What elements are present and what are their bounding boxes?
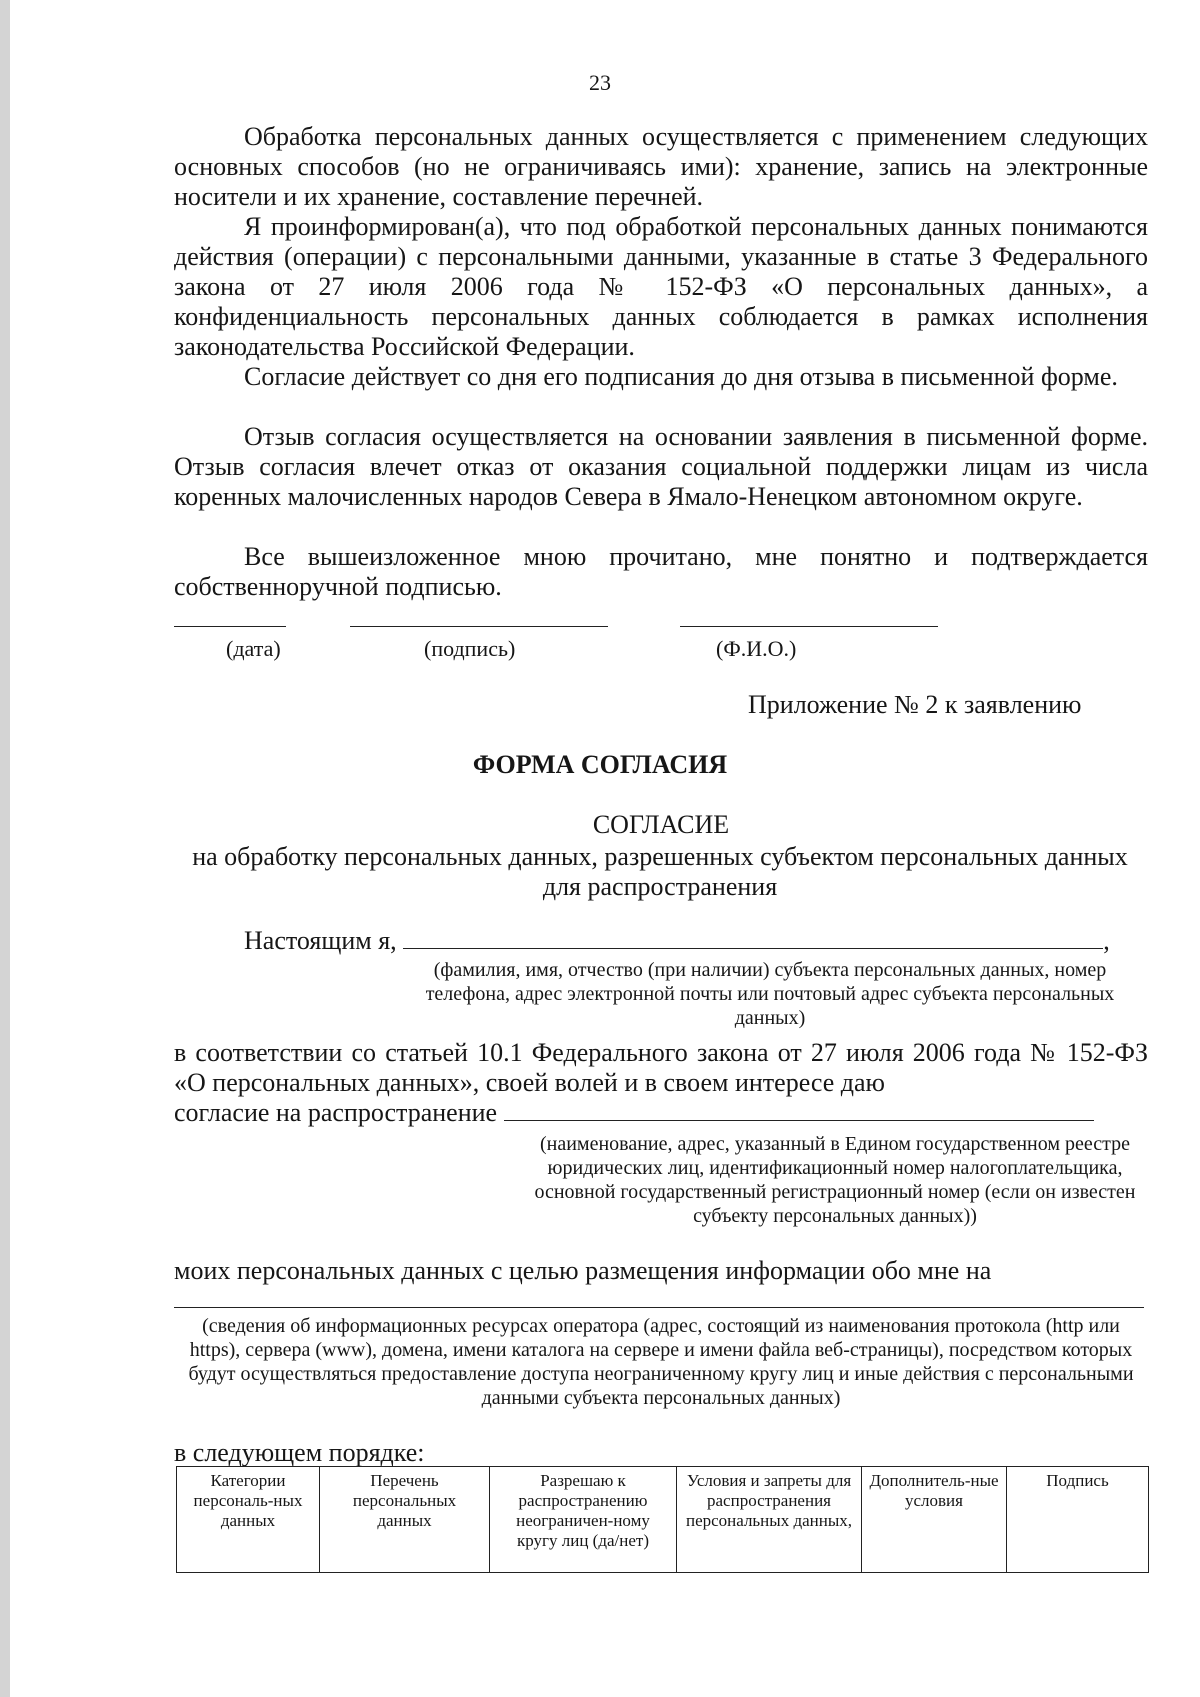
paragraph-processing-methods xyxy=(174,122,1148,212)
table-header-row xyxy=(177,1467,1149,1573)
paragraph-confirmation xyxy=(174,542,1148,602)
consent-subheading: на обработку персональных данных, разрешенных субъектом персональных данных для распространения xyxy=(192,842,1128,901)
date-label: (дата) xyxy=(226,636,281,661)
name-label: (Ф.И.О.) xyxy=(716,636,797,661)
resources-note: (сведения об информационных ресурсах оператора (адрес, состоящий из наименования протокола (http или https), сервера (www), домена, имени каталога на сервере и имени файла веб-страницы), посредством которых будут осуществляться предоставление доступа неограниченному кругу лиц и иные действия с персональными данными субъекта персональных данных) xyxy=(188,1315,1134,1409)
paragraph-text: Все вышеизложенное мною прочитано, мне понятно и подтверждается собственноручной подписью. xyxy=(174,542,1148,601)
paragraph-validity xyxy=(174,362,1148,392)
header-conditions: Условия и запреты для распространения персональных данных, xyxy=(677,1467,862,1573)
body-last-text: согласие на распространение xyxy=(174,1098,498,1127)
purpose-text: моих персональных данных с целью размещения информации обо мне на xyxy=(174,1256,992,1285)
page-number: 23 xyxy=(589,70,611,95)
consent-heading: СОГЛАСИЕ xyxy=(592,810,730,839)
subject-note: (фамилия, имя, отчество (при наличии) субъекта персональных данных, номер телефона, адрес электронной почты или почтовый адрес субъекта персональных данных) xyxy=(425,959,1115,1029)
subject-name-field[interactable] xyxy=(403,926,1103,949)
header-categories: Категории персональ-ных данных xyxy=(177,1467,320,1573)
paragraph-withdrawal xyxy=(174,422,1148,512)
name-line xyxy=(680,626,938,627)
paragraph-text: Отзыв согласия осуществляется на основании заявления в письменной форме. Отзыв согласия влечет отказ от оказания социальной поддержки лицам из числа коренных малочисленных народов Севера в Ямало-Ненецком автономном округе. xyxy=(174,422,1148,511)
paragraph-informed xyxy=(174,212,1148,362)
intro-comma: , xyxy=(1103,926,1110,955)
signature-line xyxy=(350,626,608,627)
resources-field[interactable] xyxy=(174,1307,1144,1308)
consent-table xyxy=(176,1466,1149,1573)
appendix-reference: Приложение № 2 к заявлению xyxy=(748,690,1082,719)
order-text: в следующем порядке: xyxy=(174,1438,425,1467)
paragraph-text: Я проинформирован(а), что под обработкой персональных данных понимаются действия (операции) с персональными данными, указанные в статье 3 Федерального закона от 27 июля 2006 года № 152-ФЗ «О персональных данных», а конфиденциальность персональных данных соблюдается в рамках исполнения законодательства Российской Федерации. xyxy=(174,212,1148,361)
header-signature: Подпись xyxy=(1007,1467,1149,1573)
paragraph-text: Согласие действует со дня его подписания до дня отзыва в письменной форме. xyxy=(244,362,1118,391)
form-title: ФОРМА СОГЛАСИЯ xyxy=(472,750,728,779)
signature-label: (подпись) xyxy=(424,636,516,661)
consent-body: в соответствии со статьей 10.1 Федерального закона от 27 июля 2006 года № 152-ФЗ «О персональных данных», своей волей и в своем интересе даю xyxy=(174,1038,1148,1097)
header-additional: Дополнитель-ные условия xyxy=(862,1467,1007,1573)
date-line xyxy=(174,626,286,627)
header-permission: Разрешаю к распространению неограничен-ному кругу лиц (да/нет) xyxy=(490,1467,677,1573)
consent-body-last xyxy=(174,1098,1094,1128)
intro-text: Настоящим я, xyxy=(244,926,397,955)
consent-intro xyxy=(244,926,1110,956)
paragraph-text: Обработка персональных данных осуществляется с применением следующих основных способов (но не ограничиваясь ими): хранение, запись на электронные носители и их хранение, составление перечней. xyxy=(174,122,1148,211)
operator-note: (наименование, адрес, указанный в Едином государственном реестре юридических лиц, идентификационный номер налогоплательщика, основной государственный регистрационный номер (если он известен субъекту персональных данных)) xyxy=(534,1133,1136,1227)
operator-field[interactable] xyxy=(504,1098,1094,1121)
scan-edge xyxy=(0,0,10,1697)
header-data-list: Перечень персональных данных xyxy=(320,1467,490,1573)
